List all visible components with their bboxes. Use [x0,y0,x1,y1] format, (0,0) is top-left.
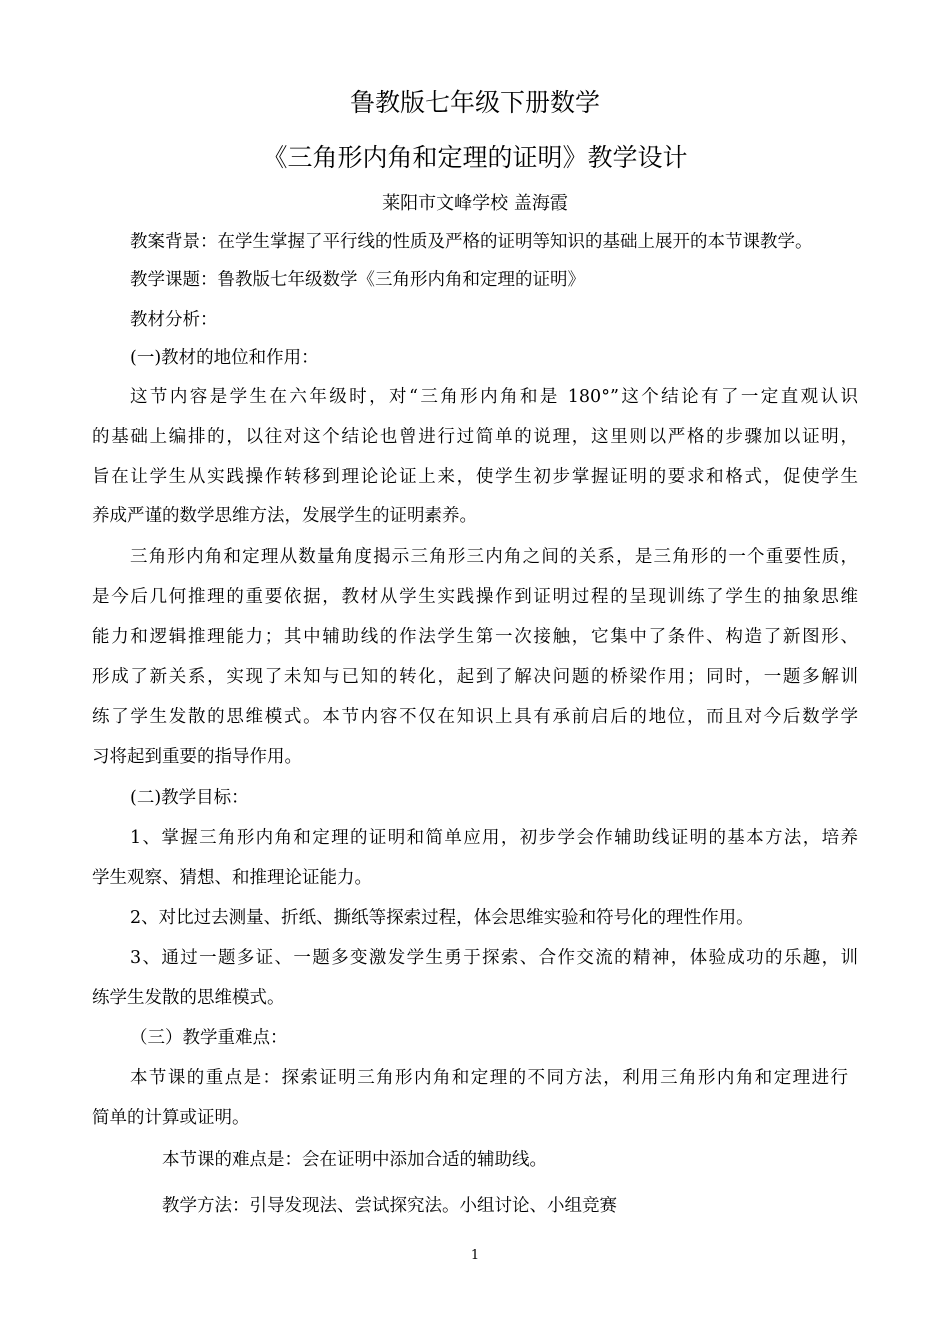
section2-heading: (二)教学目标： [130,788,249,808]
para2-line: 是今后几何推理的重要依据，教材从学生实践操作到证明过程的呈现训练了学生的抽象思维 [92,587,858,607]
goal3-line: 练学生发散的思维模式。 [92,988,285,1008]
para1-line: 旨在让学生从实践操作转移到理论论证上来，使学生初步掌握证明的要求和格式，促使学生 [92,467,858,487]
goal1-line: 1、掌握三角形内角和定理的证明和简单应用，初步学会作辅助线证明的基本方法，培养 [130,828,858,848]
difficulty-line: 本节课的难点是：会在证明中添加合适的辅助线。 [162,1150,547,1170]
goal3-line: 3、通过一题多证、一题多变激发学生勇于探索、合作交流的精神，体验成功的乐趣，训 [130,948,858,968]
author-line: 莱阳市文峰学校 盖海霞 [382,193,568,214]
method-line: 教学方法：引导发现法、尝试探究法。小组讨论、小组竞赛 [162,1196,617,1216]
para2-line: 能力和逻辑推理能力；其中辅助线的作法学生第一次接触，它集中了条件、构造了新图形、 [92,627,858,647]
goal2-line: 2、对比过去测量、折纸、撕纸等探索过程，体会思维实验和符号化的理性作用。 [130,908,754,928]
document-subtitle: 《三角形内角和定理的证明》教学设计 [262,143,688,172]
section1-heading: (一)教材的地位和作用： [130,348,319,368]
para1-line: 养成严谨的数学思维方法，发展学生的证明素养。 [92,506,477,526]
topic-line: 教学课题：鲁教版七年级数学《三角形内角和定理的证明》 [130,270,585,290]
page-number: 1 [470,1248,480,1263]
goal1-line: 学生观察、猜想、和推理论证能力。 [92,868,372,888]
section3-heading: （三）教学重难点： [130,1028,288,1048]
para2-line: 形成了新关系，实现了未知与已知的转化，起到了解决问题的桥梁作用；同时，一题多解训 [92,667,858,687]
document-title: 鲁教版七年级下册数学 [349,88,600,117]
para2-line: 习将起到重要的指导作用。 [92,747,302,767]
keypoint-line: 简单的计算或证明。 [92,1108,250,1128]
background-line: 教案背景：在学生掌握了平行线的性质及严格的证明等知识的基础上展开的本节课教学。 [130,232,813,252]
para1-line: 这节内容是学生在六年级时，对“三角形内角和是 180°”这个结论有了一定直观认识 [130,387,858,407]
keypoint-line: 本节课的重点是：探索证明三角形内角和定理的不同方法，利用三角形内角和定理进行 [130,1068,848,1088]
para2-line: 三角形内角和定理从数量角度揭示三角形三内角之间的关系，是三角形的一个重要性质， [130,547,858,567]
analysis-heading: 教材分析： [130,310,218,330]
para2-line: 练了学生发散的思维模式。本节内容不仅在知识上具有承前启后的地位，而且对今后数学学 [92,707,858,727]
para1-line: 的基础上编排的，以往对这个结论也曾进行过简单的说理，这里则以严格的步骤加以证明， [92,427,858,447]
